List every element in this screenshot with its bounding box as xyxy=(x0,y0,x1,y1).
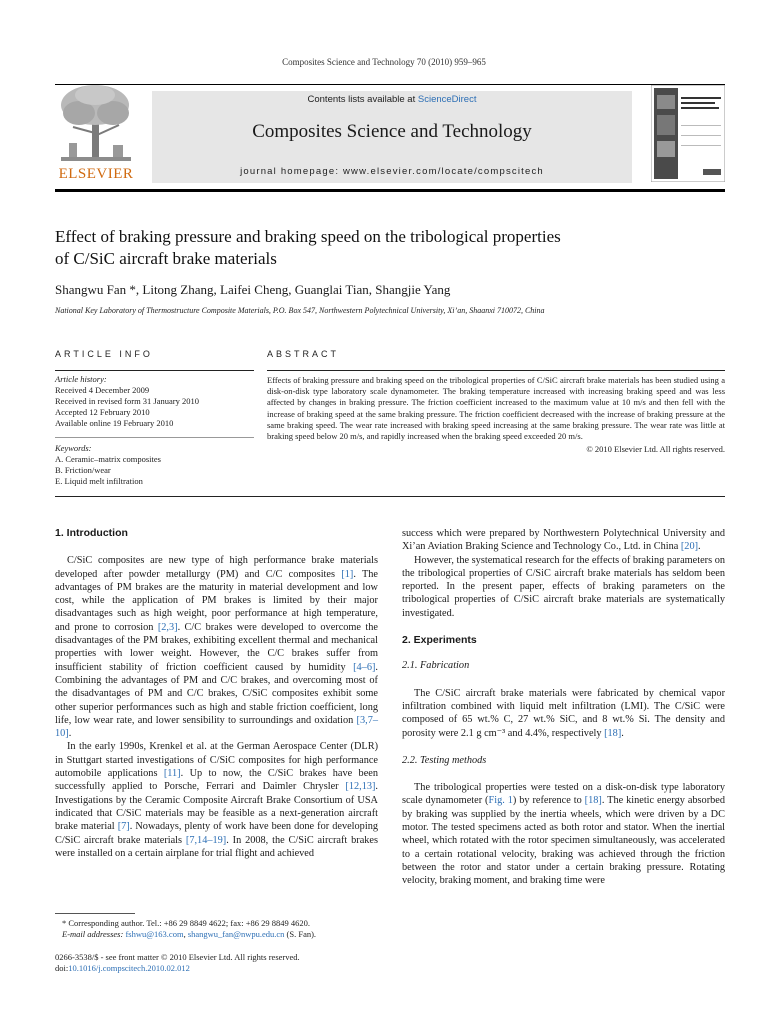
keywords xyxy=(55,443,254,487)
abstract-text: Effects of braking pressure and braking speed on the tribological properties of C/SiC aircraft brake materials has been studied using a disk-on-disk type laboratory scale dynamometer. The braking temperature increased with increasing braking speed and was less affected by changes in braking pressure. The friction coefficient increased to the maximum value at 10 m/s and then fell with the increase of braking speed at the same braking pressure. The friction coefficient decreased with the increase of braking pressure at the same braking speed. The wear rate increased with braking speed increasing at the same braking pressure. The wear rate was little at braking speed below 20 m/s, and rapidly increased when the braking speed exceeded 20 m/s. xyxy=(267,375,725,442)
article-title-line-2: of C/SiC aircraft brake materials xyxy=(55,249,277,268)
journal-cover-image xyxy=(651,85,725,182)
contents-line xyxy=(152,94,632,105)
reference-link[interactable]: [18] xyxy=(604,727,622,739)
keywords-rule xyxy=(55,437,254,438)
reference-link[interactable]: [1] xyxy=(341,568,354,580)
history-online: Available online 19 February 2010 xyxy=(55,418,174,428)
intro-paragraph-3: However, the systematical research for the effects of braking parameters on the tribological properties of C/SiC aircraft brake materials has seldom been reported. In the present paper, effects of braking parameters on the tribological properties of C/SiC aircraft brake materials are systematically investigated. xyxy=(402,554,725,619)
email-link[interactable]: shangwu_fan@nwpu.edu.cn xyxy=(187,929,285,939)
doi-link[interactable]: 10.1016/j.compscitech.2010.02.012 xyxy=(68,963,190,973)
keyword-item: B. Friction/wear xyxy=(55,465,111,475)
introduction-heading: 1. Introduction xyxy=(55,527,128,539)
intro-paragraph-2: In the early 1990s, Krenkel et al. at the German Aerospace Center (DLR) in Stuttgart started investigations of C/SiC composites for high performance automobile applications [11]. Up to now, the C/SiC brakes have been successfully applied to Porsche, Ferrari and Daimler Chrysler [12,13]. Investigations by the Ceramic Composite Aircraft Brake Consortium of USA indicated that C/SiC materials may be feasible as a next-generation aircraft brake material [7]. Nowadays, plenty of work have been done for developing C/SiC aircraft brake materials [7,14–19]. In 2008, the C/SiC aircraft brakes were installed on a certain airplane for trial flight and achieved xyxy=(55,741,378,859)
article-history xyxy=(55,374,254,429)
author-list: Shangwu Fan *, Litong Zhang, Laifei Cheng, Guanglai Tian, Shangjie Yang xyxy=(55,282,451,297)
fabrication-paragraph: The C/SiC aircraft brake materials were fabricated by chemical vapor infiltration combined with liquid melt infiltration (LMI). The C/SiC were composed of 65 wt.% C, 27 wt.% SiC, and 8 wt.% Si. The density and porosity were 2.1 g cm⁻³ and 4.4%, respectively [18]. xyxy=(402,687,725,739)
elsevier-tree-icon xyxy=(55,83,137,163)
reference-link[interactable]: [7] xyxy=(117,821,130,833)
contents-prefix: Contents lists available at xyxy=(307,94,418,105)
email-link[interactable]: fshwu@163.com xyxy=(125,929,184,939)
abstract-rule xyxy=(267,370,725,371)
fabrication-heading: 2.1. Fabrication xyxy=(402,660,470,672)
doi-line: doi:10.1016/j.compscitech.2010.02.012 xyxy=(55,963,190,973)
reference-link[interactable]: [11] xyxy=(163,768,181,780)
article-info-heading: ARTICLE INFO xyxy=(55,349,153,359)
article-info-rule xyxy=(55,370,254,371)
elsevier-logo xyxy=(55,83,137,183)
reference-link[interactable]: [12,13] xyxy=(345,781,376,793)
abstract-copyright: © 2010 Elsevier Ltd. All rights reserved. xyxy=(586,444,725,455)
corresponding-author: * Corresponding author. Tel.: +86 29 8849 4622; fax: +86 29 8849 4620. xyxy=(62,918,310,928)
keyword-item: E. Liquid melt infiltration xyxy=(55,476,143,486)
article-title xyxy=(55,226,715,270)
history-accepted: Accepted 12 February 2010 xyxy=(55,407,150,417)
reference-link[interactable]: [7,14–19] xyxy=(185,834,227,846)
journal-citation: Composites Science and Technology 70 (2010) 959–965 xyxy=(282,57,486,67)
reference-link[interactable]: [2,3] xyxy=(157,621,178,633)
right-column xyxy=(402,527,725,888)
footnote-rule xyxy=(55,913,135,914)
affiliation: National Key Laboratory of Thermostructure Composite Materials, P.O. Box 547, Northwestern Polytechnical University, Xi’an, Shaanxi 710072, China xyxy=(55,306,545,315)
publisher-name: ELSEVIER xyxy=(58,166,134,182)
history-revised: Received in revised form 31 January 2010 xyxy=(55,396,199,406)
sciencedirect-link[interactable]: ScienceDirect xyxy=(417,94,477,105)
reference-link[interactable]: [4–6] xyxy=(353,661,376,673)
reference-link[interactable]: [3,7–10] xyxy=(55,714,378,740)
header-top-rule xyxy=(55,84,725,85)
reference-link[interactable]: [18] xyxy=(584,795,602,807)
reference-link[interactable]: [20] xyxy=(680,541,699,553)
journal-homepage[interactable]: journal homepage: www.elsevier.com/locate/compscitech xyxy=(240,166,544,177)
email-addresses: E-mail addresses: fshwu@163.com, shangwu_fan@nwpu.edu.cn (S. Fan). xyxy=(62,929,317,939)
experiments-heading: 2. Experiments xyxy=(402,634,477,647)
issn-block xyxy=(55,952,385,974)
history-received: Received 4 December 2009 xyxy=(55,385,150,395)
keyword-item: A. Ceramic–matrix composites xyxy=(55,454,161,464)
testing-methods-heading: 2.2. Testing methods xyxy=(402,754,487,766)
keywords-label: Keywords: xyxy=(55,443,92,453)
left-column xyxy=(55,527,378,860)
intro-paragraph-1: C/SiC composites are new type of high performance brake materials developed after powder metallurgy (PM) and C/C composites [1]. The advantages of PM brakes are the maturity in material development and low cost, while the application of PM brakes is limited by their major disadvantages such as high weight, poor performance at high temperature, and prone to corrosion [2,3]. C/C brakes were developed to overcome the disadvantages of the PM brakes, exhibiting excellent thermal and mechanical properties with lower weight. However, the C/C brakes suffer from insufficient stability of friction coefficient caused by humidity [4–6]. Combining the advantages of PM and C/C brakes, and overcoming most of the disadvantages of PM and C/C brakes, C/SiC composites exhibit some other superior performances such as high and stable friction coefficient, long life, low wear rate, and lower sensibility to surroundings and oxidation [3,7–10]. xyxy=(55,555,378,740)
history-label: Article history: xyxy=(55,374,107,384)
corresponding-author-note xyxy=(62,918,382,940)
article-title-line-1: Effect of braking pressure and braking speed on the tribological properties xyxy=(55,227,561,246)
intro-paragraph-2-continued: success which were prepared by Northwestern Polytechnical University and Xi’an Aviation Braking Science and Technology Co., Ltd. in China [20]. xyxy=(402,528,725,553)
journal-title: Composites Science and Technology xyxy=(252,121,532,142)
front-matter-rule xyxy=(55,496,725,497)
figure-link[interactable]: Fig. 1 xyxy=(488,795,513,807)
abstract-heading: ABSTRACT xyxy=(267,349,340,359)
abstract-body xyxy=(267,375,725,455)
header-bottom-rule xyxy=(55,189,725,192)
testing-paragraph: The tribological properties were tested on a disk-on-disk type laboratory scale dynamometer (Fig. 1) by reference to [18]. The kinetic energy absorbed by braking was supplied by the inertia wheels, which were driven by a DC motor. The tested specimens acted as both rotor and stator. When the inertial wheel, which rotated with the rotor specimen simultaneously, was accelerated to a certain rotational velocity, braking was achieved through the friction between the rotor and stator under a certain braking pressure. Rotating velocity, braking moment, and braking time were xyxy=(402,782,725,887)
issn-line: 0266-3538/$ - see front matter © 2010 Elsevier Ltd. All rights reserved. xyxy=(55,952,300,962)
